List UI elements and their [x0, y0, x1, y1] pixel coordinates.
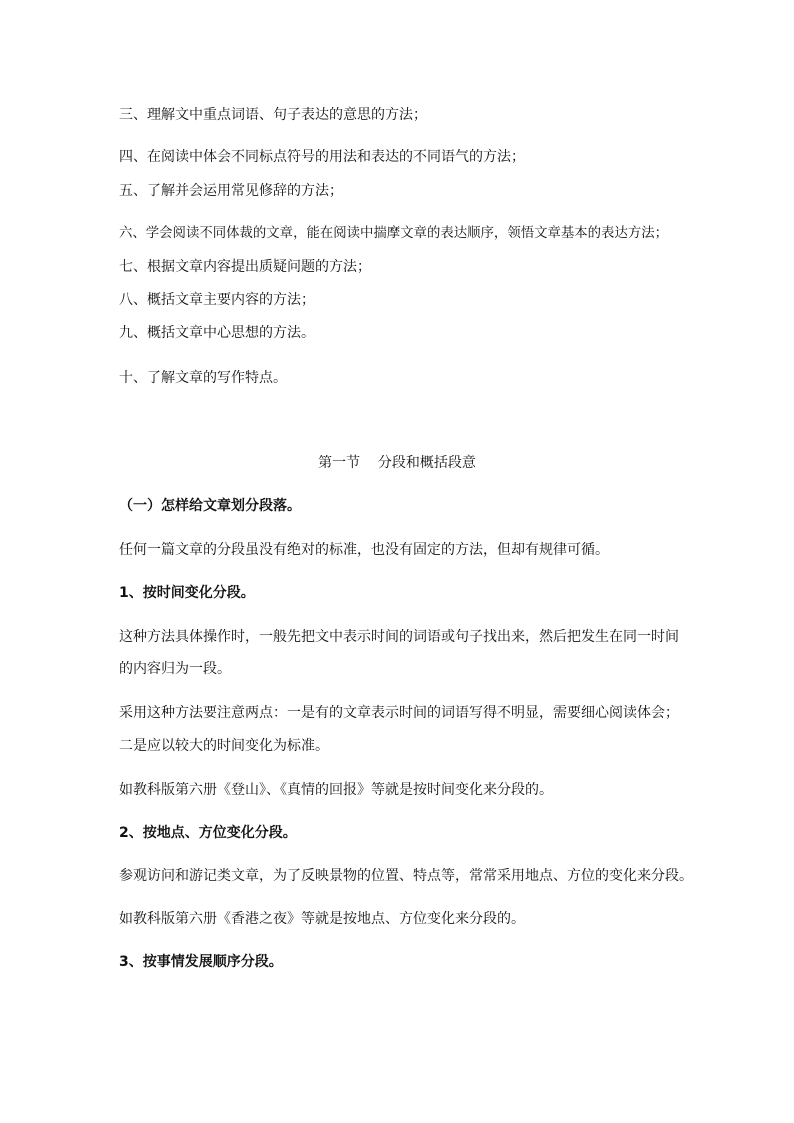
method1-p2-line1: 采用这种方法要注意两点：一是有的文章表示时间的词语写得不明显，需要细心阅读体会； [119, 705, 679, 721]
list-item-7: 七、根据文章内容提出质疑问题的方法； [119, 259, 371, 275]
method2-title: 2、按地点、方位变化分段。 [119, 825, 297, 841]
list-item-9: 九、概括文章中心思想的方法。 [119, 325, 315, 341]
method1-example: 如教科版第六册《登山》、《真情的回报》等就是按时间变化来分段的。 [119, 782, 553, 798]
list-item-3: 三、理解文中重点词语、句子表达的意思的方法； [119, 107, 427, 123]
method1-p1-line2: 的内容归为一段。 [119, 661, 231, 677]
method1-title: 1、按时间变化分段。 [119, 585, 255, 601]
list-item-5: 五、了解并会运用常见修辞的方法； [119, 183, 343, 199]
intro-paragraph: 任何一篇文章的分段虽没有绝对的标准，也没有固定的方法，但却有规律可循。 [119, 542, 609, 558]
method1-p2-line2: 二是应以较大的时间变化为标准。 [119, 738, 329, 754]
subsection-title: （一）怎样给文章划分段落。 [119, 498, 301, 514]
method3-title: 3、按事情发展顺序分段。 [119, 954, 283, 970]
method1-p1-line1: 这种方法具体操作时，一般先把文中表示时间的词语或句子找出来，然后把发生在同一时间 [119, 629, 679, 645]
list-item-4: 四、在阅读中体会不同标点符号的用法和表达的不同语气的方法； [119, 149, 525, 165]
list-item-6: 六、学会阅读不同体裁的文章，能在阅读中揣摩文章的表达顺序，领悟文章基本的表达方法； [119, 226, 669, 241]
list-item-8: 八、概括文章主要内容的方法； [119, 292, 315, 308]
method2-p1: 参观访问和游记类文章，为了反映景物的位置、特点等，常常采用地点、方位的变化来分段。 [119, 868, 693, 884]
section-title: 第一节 分段和概括段意 [318, 455, 476, 471]
method2-example: 如教科版第六册《香港之夜》等就是按地点、方位变化来分段的。 [119, 911, 525, 927]
list-item-10: 十、了解文章的写作特点。 [119, 370, 287, 386]
